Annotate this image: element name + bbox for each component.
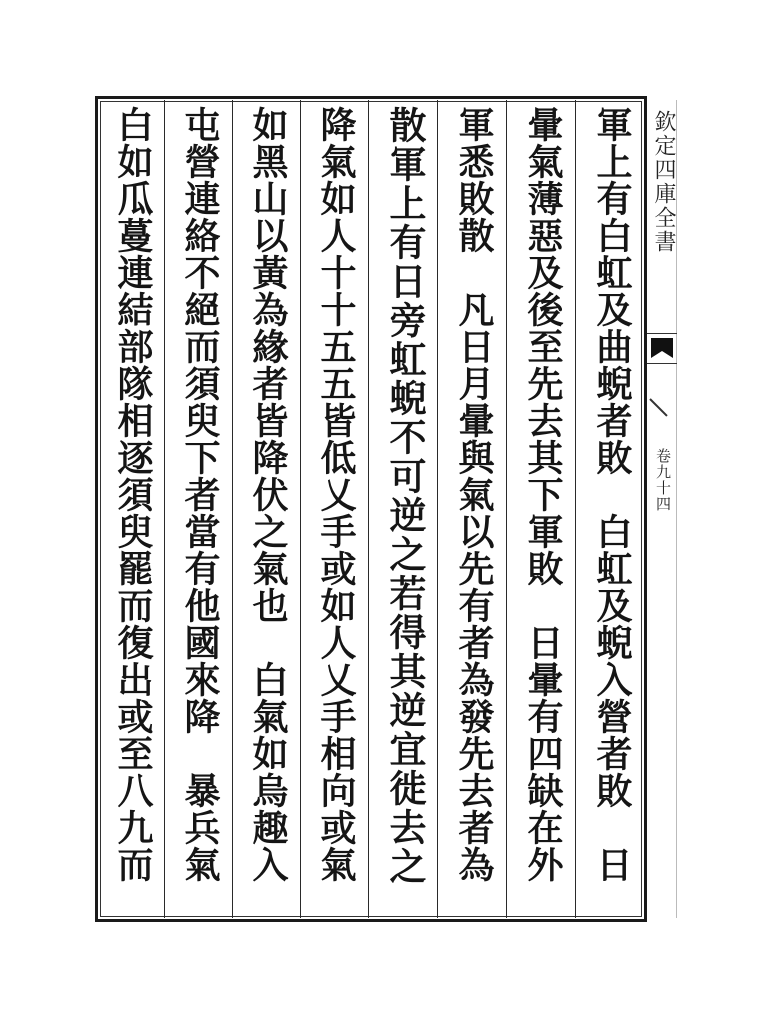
volume-number: 卷九十四 [654,448,672,512]
column-text: 軍悉敗散 凡日月暈與氣以先有者為發先去者為 [453,106,495,883]
column-rule [437,100,438,918]
text-column-4 [376,106,434,914]
column-text: 軍上有白虹及曲蜺者敗 白虹及蜺入營者敗 日 [591,106,633,883]
column-text: 降氣如人十十五五皆低乂手或如人乂手相向或氣 [315,106,357,883]
column-text: 如黑山以黃為緣者皆降伏之氣也 白氣如烏趣入 [247,106,289,883]
text-column-2 [514,106,572,914]
column-text: 散軍上有日旁虹蜺不可逆之若得其逆宜徙去之 [383,106,427,886]
text-column-1 [583,106,641,914]
column-text: 屯營連絡不絕而須臾下者當有他國來降 暴兵氣 [179,106,221,883]
column-text: 白如瓜蔓連結部隊相逐須臾罷而復出或至八九而 [112,106,154,883]
book-title: 欽定四庫全書 [651,110,676,254]
text-column-5 [307,106,365,914]
column-rule [368,100,369,918]
text-column-6 [239,106,297,914]
column-rule [300,100,301,918]
column-text: 暈氣薄惡及後至先去其下軍敗 日暈有四缺在外 [522,106,564,883]
text-column-7 [171,106,229,914]
column-rule [164,100,165,918]
text-column-8 [104,106,162,914]
column-rule [232,100,233,918]
column-rule [575,100,576,918]
column-rule [506,100,507,918]
fish-tail-rule-top [647,333,677,334]
fish-tail-rule-bottom [647,363,677,364]
text-column-3 [445,106,503,914]
